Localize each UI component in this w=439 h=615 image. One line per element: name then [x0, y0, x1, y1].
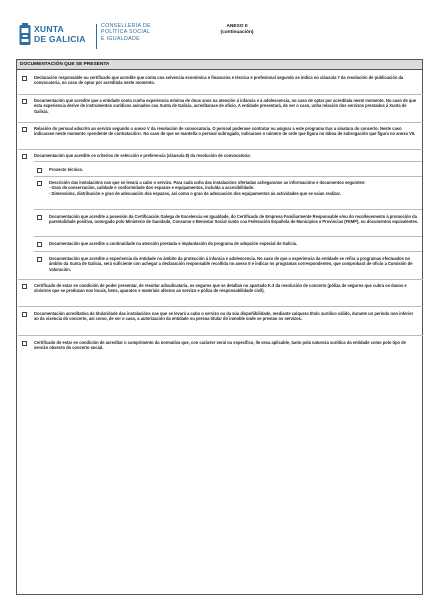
checkbox-experience[interactable] [22, 99, 27, 104]
subitem-facilities-text: Descrición das instalacións nas que se levará a cabo o servizo. Para cada unha das instalacións ofertadas achegaranse as informacións e documentos seguintes: - Grao de conservación, calidade e conformidade dos espazos e equipamentos, incluída a accesibilidade. - Dimensións, distribución e grao de adecuación dos espazos, así como o grao de adecuación dos equipamentos ás actividades que se vaian realizar. [49, 180, 366, 196]
row-divider [18, 335, 423, 336]
checkbox-entity-experience[interactable] [37, 257, 42, 262]
subitem-entity-experience-text: Documentación que acredite a experiencia da entidade no ámbito da protección á infancia e adolescencia. No caso de que a experiencia da entidade se refira a programas efectuados no ámbito da Xunta de Galicia, será suficiente con achegar a declaración responsable recollida no anexo II e indicar os programas correspondentes, que comprobará de oficio a Comisión de Valoración. [49, 256, 413, 272]
item-staff-text: Relación do persoal adscrito ao servizo segundo o anexo V da resolución de convocatoria. O persoal poderase contratar ou asignar a este programa tras a sinatura do concerto. Neste caso indicarase neste momento «pendente de contratación». No caso de que se manteña o persoal subrogado, indicarase o número de orde que figura no táboa de subrogación que figura no anexo VII. [34, 126, 416, 137]
row-divider [18, 306, 423, 307]
checkbox-criteria[interactable] [22, 154, 27, 159]
conselleria-line-1: CONSELLERÍA DE [101, 23, 151, 29]
checkbox-equality-certification[interactable] [37, 215, 42, 220]
annex-title: ANEXO II [226, 24, 248, 29]
checkbox-insurance[interactable] [22, 284, 27, 289]
logo-divider [96, 24, 97, 49]
logo-wordmark [34, 24, 86, 44]
documentation-section [16, 59, 423, 595]
subitem-technical-project-text: Proxecto técnico. [49, 167, 84, 172]
item-criteria-text: Documentación que acredite os criterios de selección e preferencia (cláusula 8) da resolución de convocatoria: [34, 153, 251, 158]
subitem-equality-text: Documentación que acredite a posesión da Certificación Galega de Excelencia en Igualdade, do Certificado de Empresa Familiarmente Responsable e/ou do recoñecemento á promoción da parentalidade positiva, outorgado polo Ministerio de Sanidade, Consumo e Benestar Social xunto coa Federación Española de Municipios e Provincias (FEMP), ou documentos equivalentes. [49, 214, 419, 225]
conselleria-name [101, 23, 151, 42]
checkbox-staff[interactable] [22, 127, 27, 132]
row-divider [34, 209, 422, 210]
conselleria-line-3: E IGUALDADE [101, 35, 140, 42]
annex-subtitle: (continuación) [220, 30, 254, 36]
checkbox-continuity[interactable] [37, 242, 42, 247]
checkbox-ownership[interactable] [22, 312, 27, 317]
row-divider [34, 176, 422, 177]
row-divider [34, 251, 422, 252]
conselleria-line-2: POLÍTICA SOCIAL [101, 29, 151, 36]
logo-line-2: DE GALICIA [34, 34, 86, 44]
item-experience-text: Documentación que acredite que a entidade conta cunha experiencia mínima de dous anos na atención á infancia e á adolescencia, no caso de optar por acreditala neste momento. No caso de que esta experiencia derive de instrumentos xurídicos asinados coa Xunta de Galicia, acreditarase de oficio. A entidade presentará, de ser o caso, unha relación dos servizos prestados á Xunta de Galicia. [34, 98, 417, 114]
annex-heading [202, 24, 272, 36]
checkbox-solvency[interactable] [22, 76, 27, 81]
logo-line-1: XUNTA [34, 24, 64, 34]
subitem-continuity-text: Documentación que acredite a continuidade na atención prestada e implantación do programa de adopción especial de Galicia. [49, 241, 298, 246]
xunta-shield-icon [19, 23, 31, 49]
xunta-logo [19, 22, 179, 52]
section-title: DOCUMENTACIÓN QUE SE PRESENTA [17, 60, 422, 70]
row-divider [18, 149, 423, 150]
item-ownership-text: Documentación acreditativa da titularidade das instalacións nas que se levará a cabo o servizo ou da súa dispoñibilidade, mediante calquera título xurídico válido, durante un período non inferior ao da vixencia do concerto, así como, de ser o caso, a autorización da entidade ou persoa titular do inmoble onde se prestan os servizos. [34, 311, 414, 322]
item-regulations-text: Certificado de estar en condición de acreditar o cumprimento da normativa que, con carácter xeral ou específico, lle sexa aplicable, tanto pola natureza xurídica da entidade como polo tipo de servizo obxecto do concerto social. [34, 340, 406, 351]
checkbox-regulations[interactable] [22, 341, 27, 346]
row-divider [18, 279, 423, 280]
row-divider [34, 161, 422, 162]
checkbox-facilities[interactable] [37, 181, 42, 186]
row-divider [34, 236, 422, 237]
row-divider [18, 122, 423, 123]
item-solvency-text: Declaración responsable ou certificado que acredite que conta coa solvencia económica e financeira e técnica e profesional segundo se indica no cláusula 7 da resolución de publicación da convocatoria, no caso de optar por acreditala neste momento. [34, 75, 404, 86]
row-divider [18, 94, 423, 95]
item-insurance-text: Certificado de estar en condición de poder presentar, de resultar adxudicataria, os seguros que se detallan no apartado K.3 da resolución de concerto (póliza de seguros que cubra os danos e sinistros que se produzan nos locais, bens, aparatos e materiais afectos ao servizo e póliza de responsabilidade civil). [34, 283, 407, 294]
checkbox-technical-project[interactable] [37, 168, 42, 173]
